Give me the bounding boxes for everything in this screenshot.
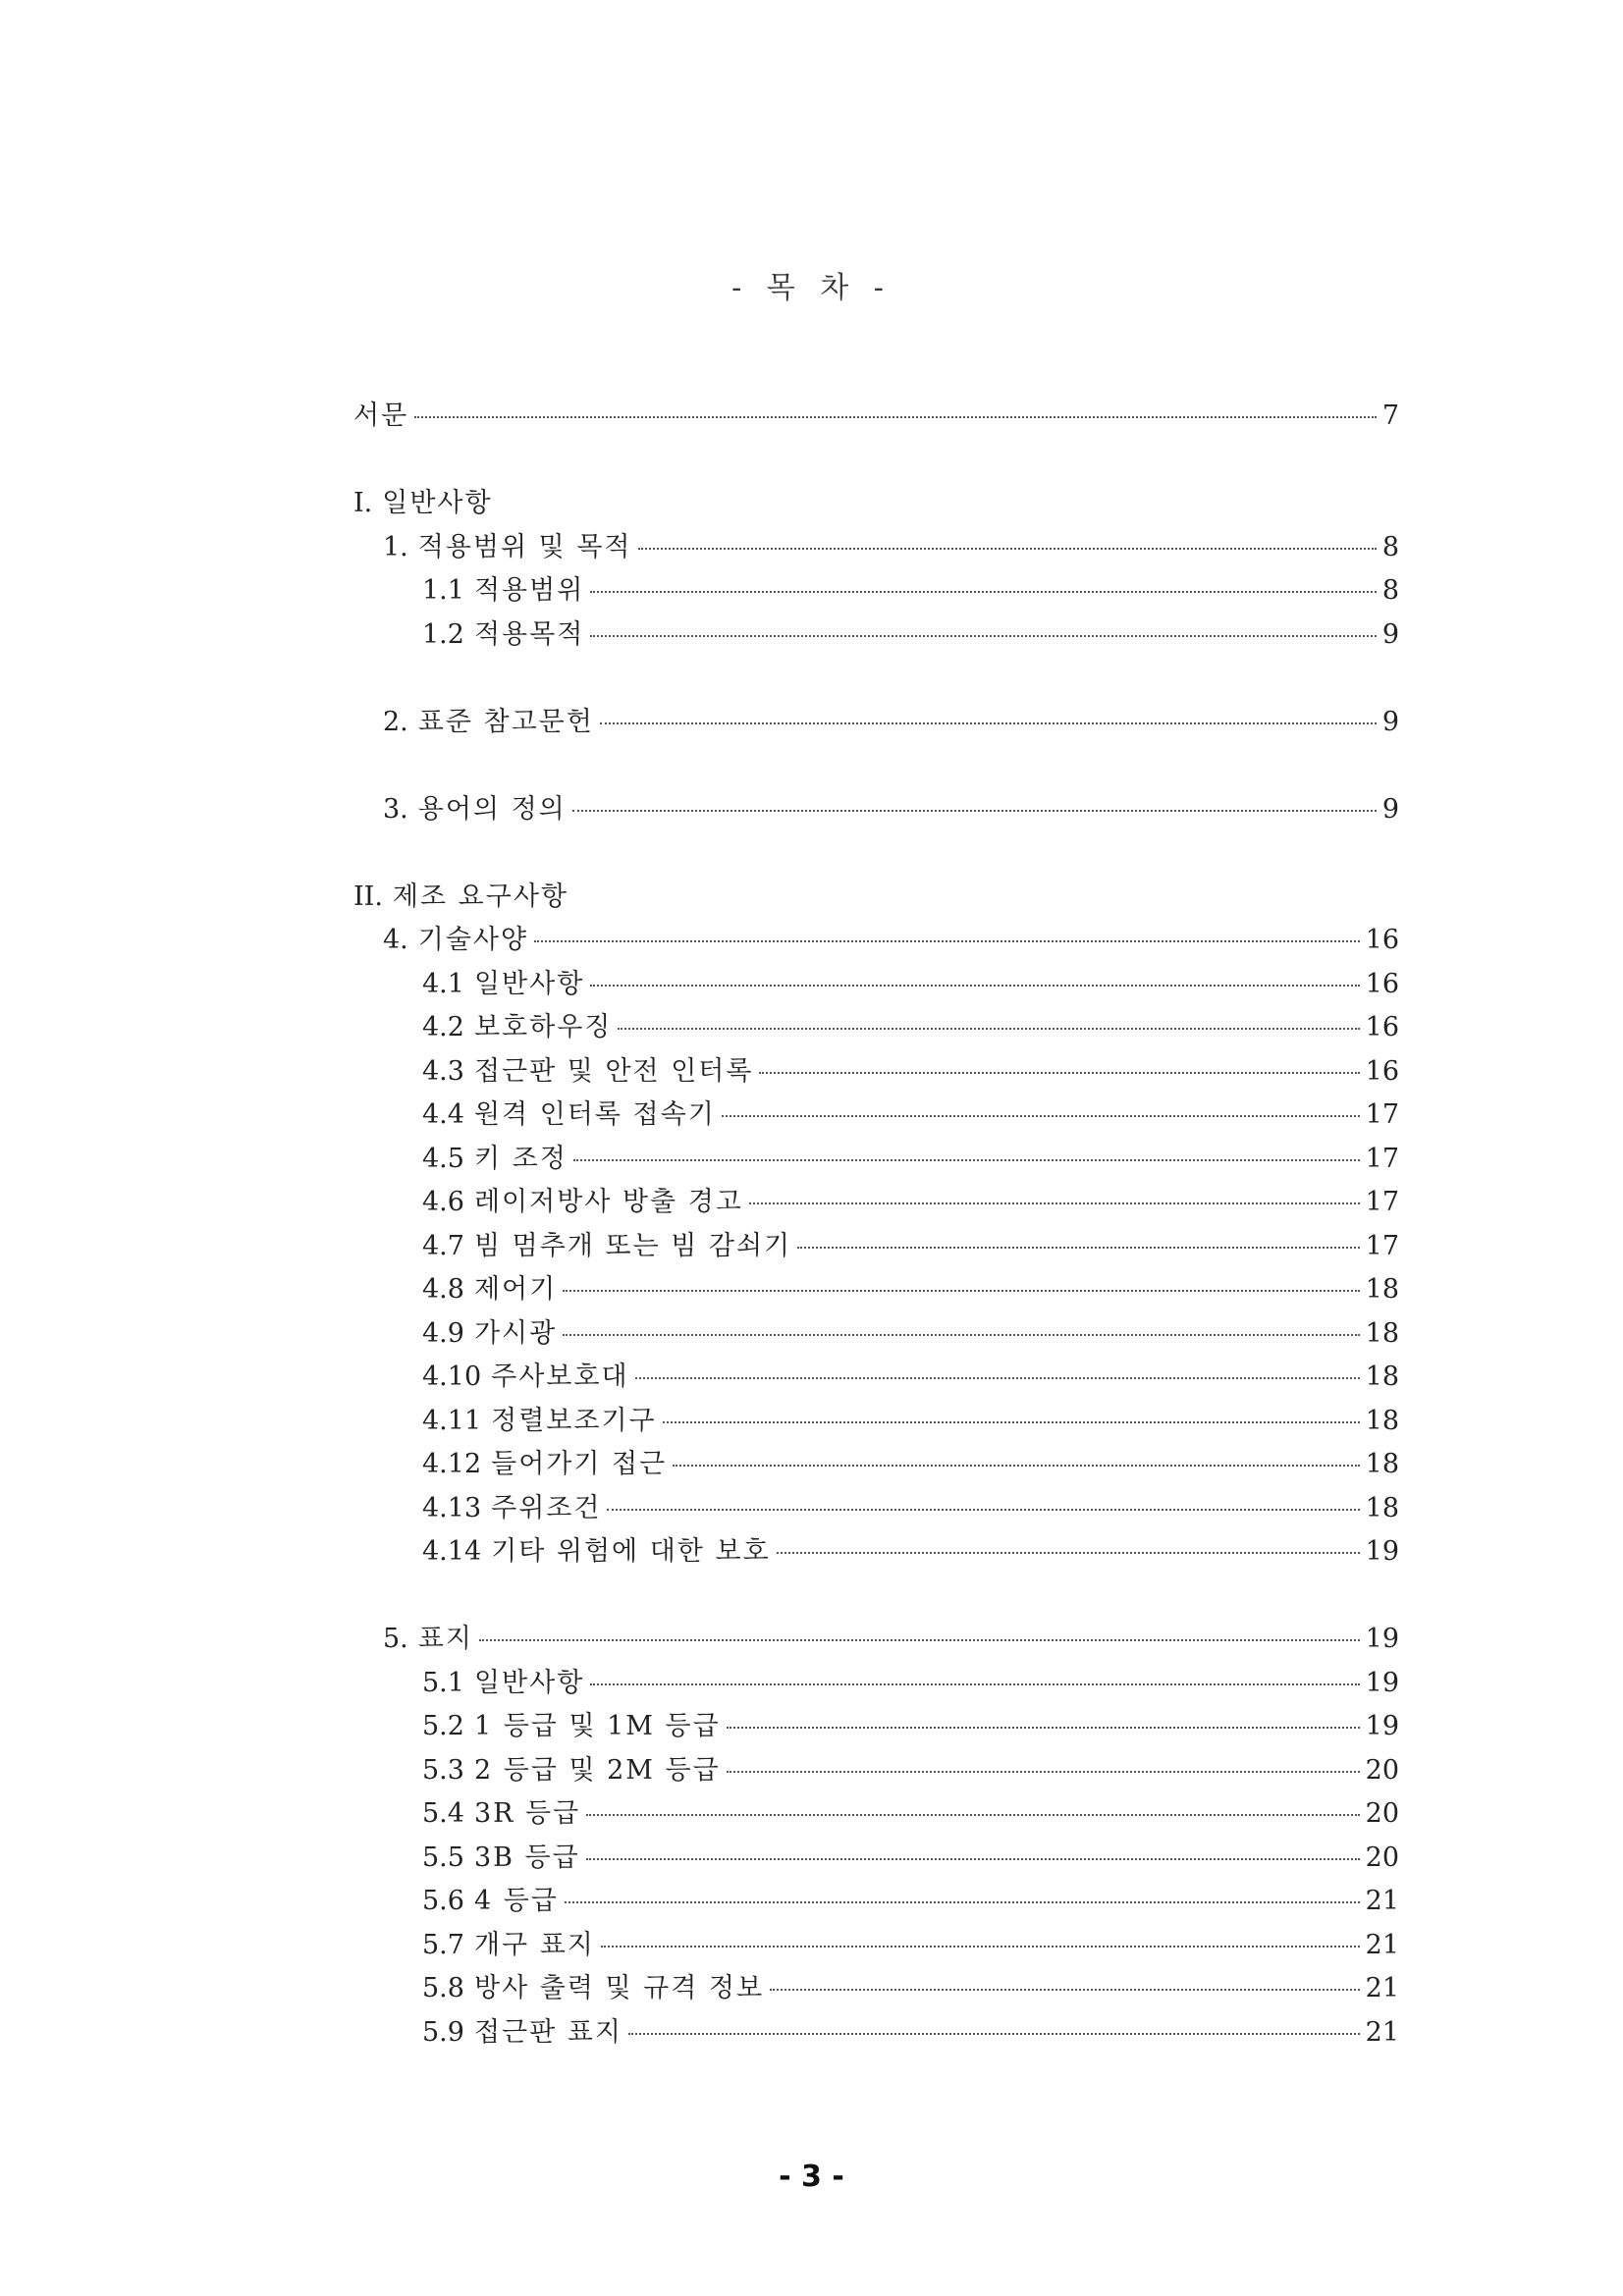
toc-entry[interactable] — [353, 1356, 1399, 1400]
dot-leader — [601, 1946, 1360, 1948]
toc-entry-title: 적용목적 — [473, 618, 585, 650]
toc-entry-page: 17 — [1365, 1099, 1399, 1130]
toc-entry-number: 4.14 — [422, 1536, 482, 1567]
toc-entry[interactable] — [353, 2011, 1399, 2056]
toc-entry-number: 5.9 — [422, 2016, 464, 2048]
toc-entry-number: 4.2 — [422, 1012, 464, 1042]
toc-entry-page: 8 — [1381, 575, 1399, 606]
toc-entry-page: 18 — [1365, 1317, 1399, 1349]
toc-entry[interactable] — [353, 1880, 1399, 1924]
toc-entry-page: 16 — [1365, 968, 1399, 999]
toc-spacer — [353, 439, 1399, 483]
toc-entry-number: 4.13 — [422, 1492, 482, 1523]
toc-entry[interactable] — [353, 1006, 1399, 1050]
toc-entry-number: 4.11 — [422, 1405, 482, 1436]
toc-entry-page: 19 — [1365, 1624, 1399, 1654]
toc-entry-number: 5.1 — [422, 1667, 464, 1698]
toc-entry-title: 적용범위 및 목적 — [417, 531, 632, 562]
toc-entry-title: 접근판 표지 — [473, 2016, 622, 2048]
toc-spacer — [353, 657, 1399, 701]
dot-leader — [590, 591, 1377, 593]
toc-section-heading — [353, 482, 1399, 526]
toc-entry-number: II. — [353, 881, 383, 912]
toc-entry-number: 4.1 — [422, 968, 464, 999]
dot-leader — [628, 2033, 1360, 2035]
table-of-contents — [353, 395, 1399, 2055]
toc-entry-page: 17 — [1365, 1143, 1399, 1174]
toc-entry-title: 일반사항 — [382, 488, 493, 518]
dot-leader — [607, 1509, 1359, 1511]
toc-entry[interactable] — [353, 1662, 1399, 1706]
toc-entry[interactable] — [353, 1138, 1399, 1182]
toc-entry-page: 17 — [1365, 1187, 1399, 1217]
toc-entry-page: 18 — [1365, 1449, 1399, 1479]
toc-spacer — [353, 1575, 1399, 1619]
toc-entry-page: 19 — [1365, 1536, 1399, 1567]
toc-entry-page: 17 — [1365, 1230, 1399, 1261]
toc-entry-title: 용어의 정의 — [417, 793, 567, 825]
dot-leader — [673, 1465, 1359, 1467]
toc-entry[interactable] — [353, 1749, 1399, 1793]
toc-entry-number: 4.12 — [422, 1449, 482, 1479]
toc-entry-title: 정렬보조기구 — [491, 1405, 657, 1436]
toc-entry-title: 주사보호대 — [491, 1362, 629, 1392]
toc-entry[interactable] — [353, 1268, 1399, 1312]
toc-entry-page: 7 — [1381, 400, 1399, 431]
toc-entry[interactable] — [353, 614, 1399, 658]
toc-entry[interactable] — [353, 1487, 1399, 1531]
dot-leader — [563, 1334, 1359, 1336]
dot-leader — [573, 1159, 1360, 1161]
dot-leader — [414, 416, 1377, 418]
toc-entry-page: 16 — [1365, 1055, 1399, 1087]
toc-entry[interactable] — [353, 1094, 1399, 1138]
toc-entry-title: 서문 — [353, 400, 409, 431]
dot-leader — [600, 722, 1377, 724]
toc-entry-number: 5.8 — [422, 1973, 464, 2003]
toc-entry[interactable] — [353, 1967, 1399, 2011]
dot-leader — [618, 1028, 1359, 1030]
toc-entry-page: 21 — [1365, 2016, 1399, 2048]
toc-entry[interactable] — [353, 1312, 1399, 1357]
toc-entry-number: 5.7 — [422, 1929, 464, 1960]
toc-entry-title: 개구 표지 — [473, 1929, 595, 1960]
toc-entry-page: 18 — [1365, 1362, 1399, 1392]
toc-entry-number: 4.7 — [422, 1230, 464, 1261]
toc-entry-title: 기타 위험에 대한 보호 — [491, 1536, 771, 1567]
toc-entry-number: 5. — [383, 1624, 408, 1654]
dot-leader — [770, 1989, 1360, 1991]
toc-entry-page: 18 — [1365, 1492, 1399, 1523]
toc-entry-page: 19 — [1365, 1711, 1399, 1741]
dot-leader — [759, 1072, 1359, 1074]
toc-entry-page: 21 — [1365, 1929, 1399, 1960]
toc-entry-title: 빔 멈추개 또는 빔 감쇠기 — [473, 1230, 792, 1261]
toc-entry[interactable] — [353, 1181, 1399, 1225]
toc-entry-title: 3B 등급 — [473, 1842, 580, 1873]
toc-entry-title: 4 등급 — [473, 1886, 559, 1916]
toc-entry-number: 4. — [383, 925, 408, 955]
dot-leader — [638, 548, 1377, 550]
toc-entry[interactable] — [353, 569, 1399, 614]
toc-entry-title: 키 조정 — [473, 1143, 568, 1174]
dot-leader — [635, 1377, 1360, 1379]
toc-entry-title: 가시광 — [473, 1317, 558, 1349]
dot-leader — [590, 1683, 1359, 1685]
dot-leader — [479, 1639, 1360, 1641]
dot-leader — [565, 1901, 1360, 1903]
toc-entry-title: 레이저방사 방출 경고 — [473, 1187, 743, 1217]
toc-entry-number: 3. — [383, 793, 408, 825]
toc-entry-title: 주위조건 — [491, 1492, 602, 1523]
toc-entry[interactable] — [353, 788, 1399, 832]
dot-leader — [586, 1858, 1360, 1860]
toc-entry-number: 5.6 — [422, 1886, 464, 1916]
toc-entry-page: 20 — [1365, 1754, 1399, 1786]
toc-entry[interactable] — [353, 1705, 1399, 1749]
toc-entry-number: 4.3 — [422, 1055, 464, 1087]
toc-entry-page: 9 — [1381, 706, 1399, 737]
dot-leader — [727, 1771, 1360, 1773]
toc-entry[interactable] — [353, 526, 1399, 570]
toc-entry-title: 방사 출력 및 규격 정보 — [473, 1973, 765, 2003]
toc-entry-page: 16 — [1365, 1012, 1399, 1042]
toc-spacer — [353, 744, 1399, 788]
toc-entry-number: 1. — [383, 531, 408, 562]
toc-entry-page: 19 — [1365, 1667, 1399, 1698]
toc-entry-title: 표준 참고문헌 — [417, 706, 594, 737]
toc-entry-title: 제어기 — [473, 1274, 558, 1305]
dot-leader — [727, 1727, 1360, 1729]
toc-entry-title: 들어가기 접근 — [491, 1449, 668, 1479]
dot-leader — [590, 985, 1359, 987]
toc-entry-title: 제조 요구사항 — [392, 881, 568, 912]
dot-leader — [663, 1421, 1360, 1423]
toc-entry-title: 원격 인터록 접속기 — [473, 1099, 716, 1130]
toc-entry-number: 1.2 — [422, 618, 464, 650]
toc-entry-page: 21 — [1365, 1973, 1399, 2003]
toc-entry-page: 20 — [1365, 1842, 1399, 1873]
toc-entry-number: 5.2 — [422, 1711, 464, 1741]
dot-leader — [534, 940, 1360, 942]
toc-entry[interactable] — [353, 701, 1399, 745]
toc-entry-title: 2 등급 및 2M 등급 — [473, 1754, 721, 1786]
toc-entry[interactable] — [353, 1400, 1399, 1444]
toc-entry[interactable] — [353, 1050, 1399, 1095]
toc-entry-title: 1 등급 및 1M 등급 — [473, 1711, 721, 1741]
toc-entry-page: 21 — [1365, 1886, 1399, 1916]
toc-entry[interactable] — [353, 1924, 1399, 1968]
toc-entry-title: 표지 — [417, 1624, 473, 1654]
toc-spacer — [353, 831, 1399, 876]
toc-entry-number: 5.4 — [422, 1798, 464, 1829]
toc-entry-title: 일반사항 — [473, 1667, 585, 1698]
toc-entry-number: 2. — [383, 706, 408, 737]
toc-entry[interactable] — [353, 1225, 1399, 1269]
toc-section-heading — [353, 876, 1399, 920]
page-number: - 3 - — [779, 2160, 844, 2194]
dot-leader — [797, 1247, 1360, 1249]
toc-entry-number: 5.5 — [422, 1842, 464, 1873]
toc-entry[interactable] — [353, 1792, 1399, 1837]
toc-entry-number: 4.4 — [422, 1099, 464, 1130]
dot-leader — [586, 1814, 1359, 1816]
dot-leader — [572, 810, 1377, 812]
toc-entry-page: 20 — [1365, 1798, 1399, 1829]
toc-entry-number: 1.1 — [422, 575, 464, 606]
dot-leader — [722, 1115, 1360, 1117]
page-title: - 목 차 - — [731, 271, 892, 305]
toc-entry-number: 4.10 — [422, 1362, 482, 1392]
toc-entry-page: 18 — [1365, 1274, 1399, 1305]
toc-entry[interactable] — [353, 1837, 1399, 1881]
toc-entry-title: 3R 등급 — [473, 1798, 581, 1829]
dot-leader — [590, 635, 1377, 637]
toc-entry-page: 9 — [1381, 793, 1399, 825]
toc-entry-number: 4.9 — [422, 1317, 464, 1349]
toc-entry-page: 18 — [1365, 1405, 1399, 1436]
toc-entry-number: 4.8 — [422, 1274, 464, 1305]
toc-entry-page: 8 — [1381, 531, 1399, 562]
toc-entry[interactable] — [353, 1530, 1399, 1575]
toc-entry[interactable] — [353, 919, 1399, 963]
toc-entry-page: 9 — [1381, 618, 1399, 650]
toc-entry-number: 4.6 — [422, 1187, 464, 1217]
toc-entry-title: 적용범위 — [473, 575, 585, 606]
toc-entry-number: I. — [353, 488, 373, 518]
toc-entry-number: 5.3 — [422, 1754, 464, 1786]
toc-entry-number: 4.5 — [422, 1143, 464, 1174]
toc-entry[interactable] — [353, 963, 1399, 1007]
dot-leader — [749, 1202, 1360, 1204]
toc-entry-title: 일반사항 — [473, 968, 585, 999]
dot-leader — [563, 1290, 1359, 1292]
toc-entry[interactable] — [353, 1618, 1399, 1662]
toc-entry-page: 16 — [1365, 925, 1399, 955]
toc-entry-title: 접근판 및 안전 인터록 — [473, 1055, 754, 1087]
dot-leader — [777, 1552, 1360, 1554]
toc-entry[interactable] — [353, 395, 1399, 439]
toc-entry-title: 보호하우징 — [473, 1012, 613, 1042]
toc-entry-title: 기술사양 — [417, 925, 529, 955]
toc-entry[interactable] — [353, 1443, 1399, 1487]
